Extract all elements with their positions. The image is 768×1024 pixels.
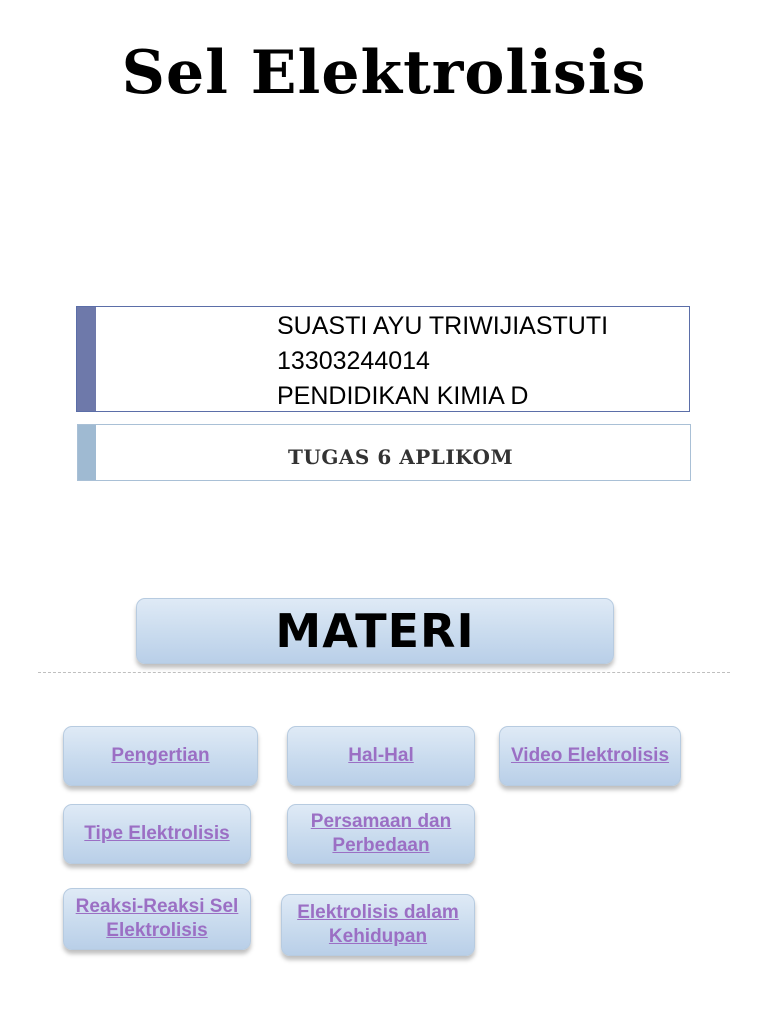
nav-button-tipe-elektrolisis[interactable] [63, 804, 251, 864]
page-divider [38, 672, 730, 673]
student-id: 13303244014 [277, 347, 430, 375]
nav-button-elektrolisis-kehidupan[interactable] [281, 894, 475, 956]
class-name: PENDIDIKAN KIMIA D [277, 382, 529, 410]
author-lines [277, 309, 608, 414]
materi-heading: MATERI [275, 604, 475, 658]
nav-link-reaksi-sel[interactable]: Reaksi-Reaksi Sel Elektrolisis [75, 896, 239, 941]
subtitle-accent-bar [78, 425, 96, 480]
subtitle-box [77, 424, 691, 481]
nav-link-tipe-elektrolisis[interactable]: Tipe Elektrolisis [84, 823, 230, 844]
nav-link-video-elektrolisis[interactable]: Video Elektrolisis [510, 745, 670, 766]
author-name: SUASTI AYU TRIWIJIASTUTI [277, 312, 609, 340]
slide-title: Sel Elektrolisis [121, 38, 647, 108]
title-slide [0, 0, 768, 510]
nav-button-persamaan-perbedaan[interactable] [287, 804, 475, 864]
materi-heading-box [136, 598, 614, 664]
nav-link-hal-hal[interactable]: Hal-Hal [348, 745, 414, 766]
nav-button-hal-hal[interactable] [287, 726, 475, 786]
nav-button-pengertian[interactable] [63, 726, 258, 786]
nav-button-video-elektrolisis[interactable] [499, 726, 681, 786]
nav-link-pengertian[interactable]: Pengertian [111, 745, 210, 766]
nav-link-elektrolisis-kehidupan[interactable]: Elektrolisis dalam Kehidupan [297, 902, 459, 947]
accent-bar [77, 307, 96, 411]
slide-subtitle: TUGAS 6 APLIKOM [288, 445, 514, 469]
author-info-box [76, 306, 690, 412]
nav-link-persamaan-perbedaan[interactable]: Persamaan dan Perbedaan [310, 811, 452, 856]
nav-button-reaksi-sel[interactable] [63, 888, 251, 950]
